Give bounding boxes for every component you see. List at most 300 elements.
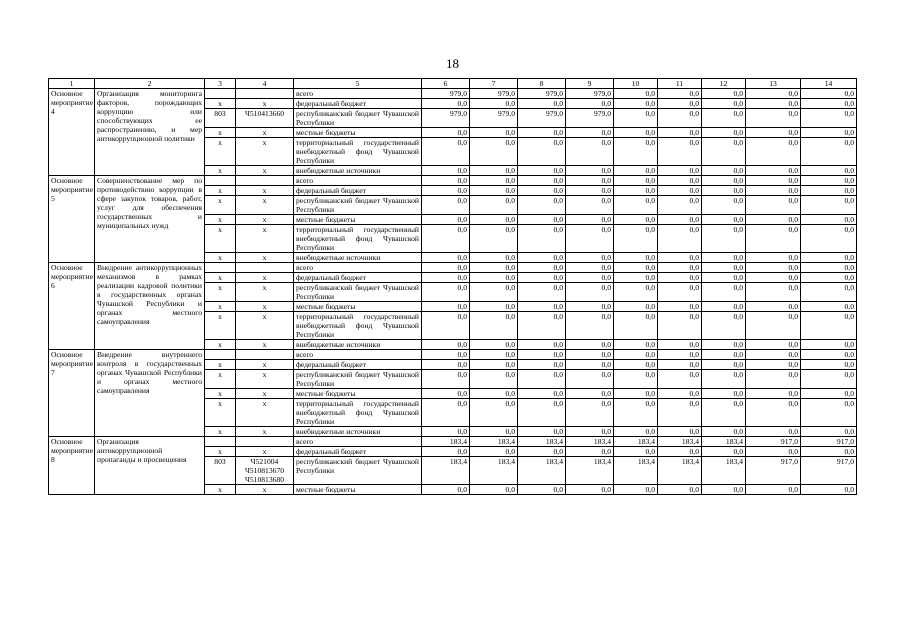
header-cell: 3 <box>205 79 236 89</box>
amount-cell: 0,0 <box>470 128 518 138</box>
funding-source-cell: местные бюджеты <box>294 215 422 225</box>
amount-cell: 0,0 <box>801 350 857 360</box>
header-cell: 11 <box>658 79 702 89</box>
amount-cell: 0,0 <box>702 138 746 166</box>
amount-cell: 979,0 <box>518 89 566 99</box>
amount-cell: 0,0 <box>702 485 746 495</box>
amount-cell: 979,0 <box>422 89 470 99</box>
amount-cell: 0,0 <box>658 89 702 99</box>
chief-administrator-code-cell: x <box>205 166 236 176</box>
budget-classification-code-cell: x <box>236 166 294 176</box>
funding-source-cell: республиканский бюджет Чувашской Республики <box>294 370 422 389</box>
amount-cell: 0,0 <box>658 109 702 128</box>
amount-cell: 0,0 <box>422 273 470 283</box>
amount-cell: 0,0 <box>658 447 702 457</box>
amount-cell: 0,0 <box>702 350 746 360</box>
budget-classification-code-cell: x <box>236 186 294 196</box>
amount-cell: 0,0 <box>518 166 566 176</box>
header-cell: 7 <box>470 79 518 89</box>
amount-cell: 0,0 <box>614 253 658 263</box>
amount-cell: 0,0 <box>746 166 801 176</box>
amount-cell: 0,0 <box>702 312 746 340</box>
amount-cell: 0,0 <box>746 196 801 215</box>
amount-cell: 0,0 <box>470 166 518 176</box>
amount-cell: 0,0 <box>658 340 702 350</box>
header-cell: 5 <box>294 79 422 89</box>
amount-cell: 0,0 <box>658 312 702 340</box>
amount-cell: 0,0 <box>566 360 614 370</box>
amount-cell: 0,0 <box>422 283 470 302</box>
amount-cell: 0,0 <box>470 99 518 109</box>
chief-administrator-code-cell <box>205 263 236 273</box>
amount-cell: 0,0 <box>702 215 746 225</box>
amount-cell: 0,0 <box>702 263 746 273</box>
amount-cell: 183,4 <box>658 437 702 447</box>
amount-cell: 0,0 <box>658 253 702 263</box>
amount-cell: 0,0 <box>801 447 857 457</box>
amount-cell: 0,0 <box>702 99 746 109</box>
table-row <box>49 350 857 360</box>
funding-source-cell: всего <box>294 350 422 360</box>
table-row <box>49 176 857 186</box>
amount-cell: 0,0 <box>801 109 857 128</box>
amount-cell: 0,0 <box>566 196 614 215</box>
amount-cell: 0,0 <box>746 176 801 186</box>
amount-cell: 0,0 <box>746 302 801 312</box>
amount-cell: 0,0 <box>658 350 702 360</box>
chief-administrator-code-cell: 803 <box>205 457 236 485</box>
amount-cell: 0,0 <box>518 302 566 312</box>
amount-cell: 0,0 <box>658 283 702 302</box>
event-label-cell: Основное мероприятие 5 <box>49 176 95 263</box>
amount-cell: 0,0 <box>614 370 658 389</box>
budget-classification-code-cell: x <box>236 447 294 457</box>
funding-source-cell: внебюджетные источники <box>294 166 422 176</box>
event-label-cell: Основное мероприятие 4 <box>49 89 95 176</box>
amount-cell: 0,0 <box>566 186 614 196</box>
funding-source-cell: всего <box>294 89 422 99</box>
amount-cell: 0,0 <box>470 427 518 437</box>
amount-cell: 0,0 <box>801 389 857 399</box>
amount-cell: 0,0 <box>658 215 702 225</box>
funding-source-cell: территориальный государственный внебюджетный фонд Чувашской Республики <box>294 399 422 427</box>
amount-cell: 0,0 <box>566 302 614 312</box>
funding-source-cell: федеральный бюджет <box>294 447 422 457</box>
amount-cell: 979,0 <box>566 109 614 128</box>
amount-cell: 0,0 <box>702 186 746 196</box>
amount-cell: 0,0 <box>566 225 614 253</box>
amount-cell: 0,0 <box>702 273 746 283</box>
amount-cell: 979,0 <box>422 109 470 128</box>
amount-cell: 0,0 <box>658 360 702 370</box>
amount-cell: 0,0 <box>518 196 566 215</box>
amount-cell: 0,0 <box>422 312 470 340</box>
amount-cell: 183,4 <box>614 437 658 447</box>
amount-cell: 0,0 <box>746 186 801 196</box>
amount-cell: 0,0 <box>801 176 857 186</box>
amount-cell: 0,0 <box>470 399 518 427</box>
amount-cell: 0,0 <box>614 312 658 340</box>
amount-cell: 0,0 <box>801 128 857 138</box>
amount-cell: 183,4 <box>702 437 746 447</box>
amount-cell: 0,0 <box>658 370 702 389</box>
amount-cell: 0,0 <box>746 99 801 109</box>
amount-cell: 0,0 <box>422 427 470 437</box>
amount-cell: 0,0 <box>746 128 801 138</box>
amount-cell: 0,0 <box>658 138 702 166</box>
amount-cell: 0,0 <box>614 302 658 312</box>
amount-cell: 0,0 <box>566 485 614 495</box>
amount-cell: 0,0 <box>470 340 518 350</box>
chief-administrator-code-cell: x <box>205 340 236 350</box>
amount-cell: 0,0 <box>658 196 702 215</box>
amount-cell: 0,0 <box>470 312 518 340</box>
amount-cell: 0,0 <box>470 253 518 263</box>
event-name-cell: Совершенствование мер по противодействию коррупции в сфере закупок товаров, работ, услуг для обеспечения государственных и муниципальных нужд <box>95 176 205 263</box>
amount-cell: 979,0 <box>518 109 566 128</box>
amount-cell: 183,4 <box>658 457 702 485</box>
header-cell: 12 <box>702 79 746 89</box>
amount-cell: 0,0 <box>422 302 470 312</box>
amount-cell: 0,0 <box>658 302 702 312</box>
amount-cell: 0,0 <box>801 399 857 427</box>
funding-source-cell: территориальный государственный внебюджетный фонд Чувашской Республики <box>294 312 422 340</box>
amount-cell: 0,0 <box>658 186 702 196</box>
budget-classification-code-cell <box>236 176 294 186</box>
amount-cell: 0,0 <box>658 225 702 253</box>
amount-cell: 0,0 <box>422 186 470 196</box>
amount-cell: 0,0 <box>801 138 857 166</box>
amount-cell: 0,0 <box>518 99 566 109</box>
amount-cell: 0,0 <box>801 225 857 253</box>
amount-cell: 0,0 <box>746 138 801 166</box>
budget-classification-code-cell <box>236 263 294 273</box>
amount-cell: 0,0 <box>422 176 470 186</box>
amount-cell: 0,0 <box>422 350 470 360</box>
amount-cell: 0,0 <box>422 253 470 263</box>
amount-cell: 0,0 <box>746 215 801 225</box>
amount-cell: 0,0 <box>422 360 470 370</box>
amount-cell: 0,0 <box>614 447 658 457</box>
amount-cell: 0,0 <box>658 273 702 283</box>
table-header-row <box>49 79 857 89</box>
amount-cell: 0,0 <box>746 263 801 273</box>
amount-cell: 0,0 <box>518 263 566 273</box>
amount-cell: 0,0 <box>746 447 801 457</box>
amount-cell: 0,0 <box>518 427 566 437</box>
budget-classification-code-cell: x <box>236 370 294 389</box>
chief-administrator-code-cell: x <box>205 215 236 225</box>
amount-cell: 0,0 <box>746 225 801 253</box>
chief-administrator-code-cell: x <box>205 370 236 389</box>
amount-cell: 0,0 <box>566 215 614 225</box>
amount-cell: 0,0 <box>470 485 518 495</box>
amount-cell: 0,0 <box>422 99 470 109</box>
amount-cell: 0,0 <box>422 263 470 273</box>
amount-cell: 0,0 <box>801 485 857 495</box>
amount-cell: 0,0 <box>470 389 518 399</box>
header-cell: 14 <box>801 79 857 89</box>
amount-cell: 0,0 <box>614 350 658 360</box>
chief-administrator-code-cell: 803 <box>205 109 236 128</box>
budget-classification-code-cell: x <box>236 215 294 225</box>
funding-source-cell: территориальный государственный внебюджетный фонд Чувашской Республики <box>294 225 422 253</box>
amount-cell: 0,0 <box>746 350 801 360</box>
amount-cell: 0,0 <box>702 302 746 312</box>
funding-source-cell: внебюджетные источники <box>294 253 422 263</box>
amount-cell: 0,0 <box>702 176 746 186</box>
funding-source-cell: республиканский бюджет Чувашской Республики <box>294 283 422 302</box>
amount-cell: 0,0 <box>422 399 470 427</box>
budget-classification-code-cell: x <box>236 302 294 312</box>
amount-cell: 0,0 <box>746 109 801 128</box>
amount-cell: 0,0 <box>518 447 566 457</box>
page-number: 18 <box>446 56 459 71</box>
header-cell: 8 <box>518 79 566 89</box>
budget-classification-code-cell <box>236 437 294 447</box>
amount-cell: 0,0 <box>658 99 702 109</box>
chief-administrator-code-cell: x <box>205 196 236 215</box>
amount-cell: 0,0 <box>518 312 566 340</box>
amount-cell: 0,0 <box>801 360 857 370</box>
amount-cell: 0,0 <box>658 389 702 399</box>
funding-source-cell: внебюджетные источники <box>294 427 422 437</box>
amount-cell: 0,0 <box>614 263 658 273</box>
chief-administrator-code-cell: x <box>205 312 236 340</box>
budget-classification-code-cell: Ч510413660 <box>236 109 294 128</box>
amount-cell: 0,0 <box>422 340 470 350</box>
amount-cell: 0,0 <box>746 340 801 350</box>
amount-cell: 0,0 <box>658 166 702 176</box>
budget-classification-code-cell: x <box>236 283 294 302</box>
budget-classification-code-cell: x <box>236 340 294 350</box>
budget-classification-code-cell: x <box>236 360 294 370</box>
amount-cell: 0,0 <box>614 225 658 253</box>
budget-classification-code-cell: x <box>236 196 294 215</box>
budget-classification-code-cell: x <box>236 138 294 166</box>
event-name-cell: Организация мониторинга факторов, порождающих коррупцию или способствующих ее распространению, и мер антикоррупционной политики <box>95 89 205 176</box>
event-label-cell: Основное мероприятие 8 <box>49 437 95 495</box>
funding-source-cell: местные бюджеты <box>294 302 422 312</box>
amount-cell: 917,0 <box>746 437 801 447</box>
amount-cell: 0,0 <box>566 389 614 399</box>
amount-cell: 0,0 <box>422 138 470 166</box>
amount-cell: 0,0 <box>566 99 614 109</box>
amount-cell: 183,4 <box>470 437 518 447</box>
amount-cell: 0,0 <box>614 399 658 427</box>
amount-cell: 0,0 <box>518 138 566 166</box>
funding-source-cell: всего <box>294 176 422 186</box>
amount-cell: 0,0 <box>614 89 658 99</box>
amount-cell: 0,0 <box>566 350 614 360</box>
amount-cell: 0,0 <box>658 399 702 427</box>
amount-cell: 0,0 <box>614 196 658 215</box>
amount-cell: 0,0 <box>518 350 566 360</box>
amount-cell: 0,0 <box>518 370 566 389</box>
amount-cell: 0,0 <box>422 485 470 495</box>
amount-cell: 0,0 <box>566 176 614 186</box>
amount-cell: 0,0 <box>614 176 658 186</box>
amount-cell: 0,0 <box>801 166 857 176</box>
budget-classification-code-cell: x <box>236 312 294 340</box>
amount-cell: 0,0 <box>470 215 518 225</box>
table-body <box>49 79 857 495</box>
amount-cell: 0,0 <box>566 128 614 138</box>
amount-cell: 0,0 <box>702 196 746 215</box>
amount-cell: 917,0 <box>746 457 801 485</box>
amount-cell: 979,0 <box>566 89 614 99</box>
amount-cell: 0,0 <box>746 89 801 99</box>
amount-cell: 0,0 <box>702 166 746 176</box>
amount-cell: 917,0 <box>801 437 857 447</box>
amount-cell: 0,0 <box>470 225 518 253</box>
funding-source-cell: местные бюджеты <box>294 485 422 495</box>
amount-cell: 183,4 <box>614 457 658 485</box>
amount-cell: 0,0 <box>614 485 658 495</box>
amount-cell: 0,0 <box>518 225 566 253</box>
amount-cell: 0,0 <box>746 485 801 495</box>
funding-source-cell: внебюджетные источники <box>294 340 422 350</box>
amount-cell: 0,0 <box>518 399 566 427</box>
amount-cell: 0,0 <box>470 302 518 312</box>
amount-cell: 0,0 <box>614 166 658 176</box>
amount-cell: 0,0 <box>518 485 566 495</box>
amount-cell: 0,0 <box>422 370 470 389</box>
amount-cell: 0,0 <box>566 138 614 166</box>
amount-cell: 0,0 <box>518 253 566 263</box>
amount-cell: 0,0 <box>614 99 658 109</box>
amount-cell: 0,0 <box>470 196 518 215</box>
chief-administrator-code-cell <box>205 89 236 99</box>
amount-cell: 0,0 <box>801 196 857 215</box>
amount-cell: 917,0 <box>801 457 857 485</box>
amount-cell: 0,0 <box>518 273 566 283</box>
amount-cell: 0,0 <box>422 215 470 225</box>
amount-cell: 0,0 <box>518 283 566 302</box>
amount-cell: 0,0 <box>801 253 857 263</box>
amount-cell: 0,0 <box>614 389 658 399</box>
header-cell: 4 <box>236 79 294 89</box>
budget-classification-code-cell: x <box>236 253 294 263</box>
header-cell: 6 <box>422 79 470 89</box>
chief-administrator-code-cell <box>205 350 236 360</box>
chief-administrator-code-cell: x <box>205 128 236 138</box>
event-name-cell: Внедрение внутреннего контроля в государственных органах Чувашской Республики и органах местного самоуправления <box>95 350 205 437</box>
budget-classification-code-cell <box>236 350 294 360</box>
chief-administrator-code-cell: x <box>205 99 236 109</box>
amount-cell: 0,0 <box>422 128 470 138</box>
amount-cell: 0,0 <box>702 128 746 138</box>
amount-cell: 0,0 <box>614 360 658 370</box>
amount-cell: 0,0 <box>470 263 518 273</box>
funding-source-cell: федеральный бюджет <box>294 273 422 283</box>
amount-cell: 0,0 <box>746 370 801 389</box>
amount-cell: 0,0 <box>614 283 658 302</box>
chief-administrator-code-cell: x <box>205 447 236 457</box>
amount-cell: 0,0 <box>566 283 614 302</box>
amount-cell: 0,0 <box>518 215 566 225</box>
budget-table <box>48 78 857 495</box>
event-name-cell: Организация антикоррупционной пропаганды и просвещения <box>95 437 205 495</box>
amount-cell: 0,0 <box>702 109 746 128</box>
amount-cell: 0,0 <box>614 138 658 166</box>
amount-cell: 0,0 <box>566 447 614 457</box>
amount-cell: 0,0 <box>801 186 857 196</box>
amount-cell: 0,0 <box>422 196 470 215</box>
chief-administrator-code-cell: x <box>205 399 236 427</box>
amount-cell: 183,4 <box>422 437 470 447</box>
amount-cell: 0,0 <box>518 176 566 186</box>
amount-cell: 0,0 <box>518 340 566 350</box>
header-cell: 1 <box>49 79 95 89</box>
amount-cell: 0,0 <box>801 273 857 283</box>
funding-source-cell: республиканский бюджет Чувашской Республики <box>294 196 422 215</box>
amount-cell: 0,0 <box>470 138 518 166</box>
amount-cell: 0,0 <box>702 399 746 427</box>
chief-administrator-code-cell: x <box>205 485 236 495</box>
budget-classification-code-cell: x <box>236 389 294 399</box>
header-cell: 2 <box>95 79 205 89</box>
amount-cell: 0,0 <box>614 215 658 225</box>
amount-cell: 0,0 <box>702 389 746 399</box>
amount-cell: 0,0 <box>566 263 614 273</box>
amount-cell: 0,0 <box>801 312 857 340</box>
amount-cell: 0,0 <box>422 447 470 457</box>
budget-classification-code-cell <box>236 89 294 99</box>
amount-cell: 0,0 <box>746 389 801 399</box>
amount-cell: 0,0 <box>801 215 857 225</box>
amount-cell: 0,0 <box>566 340 614 350</box>
amount-cell: 0,0 <box>422 225 470 253</box>
amount-cell: 0,0 <box>746 312 801 340</box>
amount-cell: 0,0 <box>614 273 658 283</box>
funding-source-cell: республиканский бюджет Чувашской Республики <box>294 109 422 128</box>
amount-cell: 183,4 <box>566 437 614 447</box>
amount-cell: 0,0 <box>658 176 702 186</box>
event-label-cell: Основное мероприятие 7 <box>49 350 95 437</box>
amount-cell: 183,4 <box>702 457 746 485</box>
amount-cell: 0,0 <box>566 370 614 389</box>
amount-cell: 0,0 <box>470 283 518 302</box>
amount-cell: 0,0 <box>658 128 702 138</box>
chief-administrator-code-cell: x <box>205 225 236 253</box>
amount-cell: 0,0 <box>518 128 566 138</box>
amount-cell: 0,0 <box>470 370 518 389</box>
amount-cell: 0,0 <box>614 340 658 350</box>
amount-cell: 183,4 <box>422 457 470 485</box>
amount-cell: 0,0 <box>422 166 470 176</box>
funding-source-cell: федеральный бюджет <box>294 99 422 109</box>
amount-cell: 0,0 <box>702 283 746 302</box>
amount-cell: 0,0 <box>614 427 658 437</box>
amount-cell: 979,0 <box>470 109 518 128</box>
chief-administrator-code-cell: x <box>205 273 236 283</box>
funding-source-cell: местные бюджеты <box>294 389 422 399</box>
amount-cell: 183,4 <box>518 457 566 485</box>
amount-cell: 0,0 <box>566 399 614 427</box>
budget-classification-code-cell: x <box>236 485 294 495</box>
table-row <box>49 263 857 273</box>
amount-cell: 0,0 <box>801 427 857 437</box>
amount-cell: 0,0 <box>658 263 702 273</box>
amount-cell: 0,0 <box>746 427 801 437</box>
budget-classification-code-cell: x <box>236 427 294 437</box>
funding-source-cell: местные бюджеты <box>294 128 422 138</box>
amount-cell: 0,0 <box>614 128 658 138</box>
chief-administrator-code-cell: x <box>205 389 236 399</box>
amount-cell: 0,0 <box>801 99 857 109</box>
amount-cell: 183,4 <box>470 457 518 485</box>
